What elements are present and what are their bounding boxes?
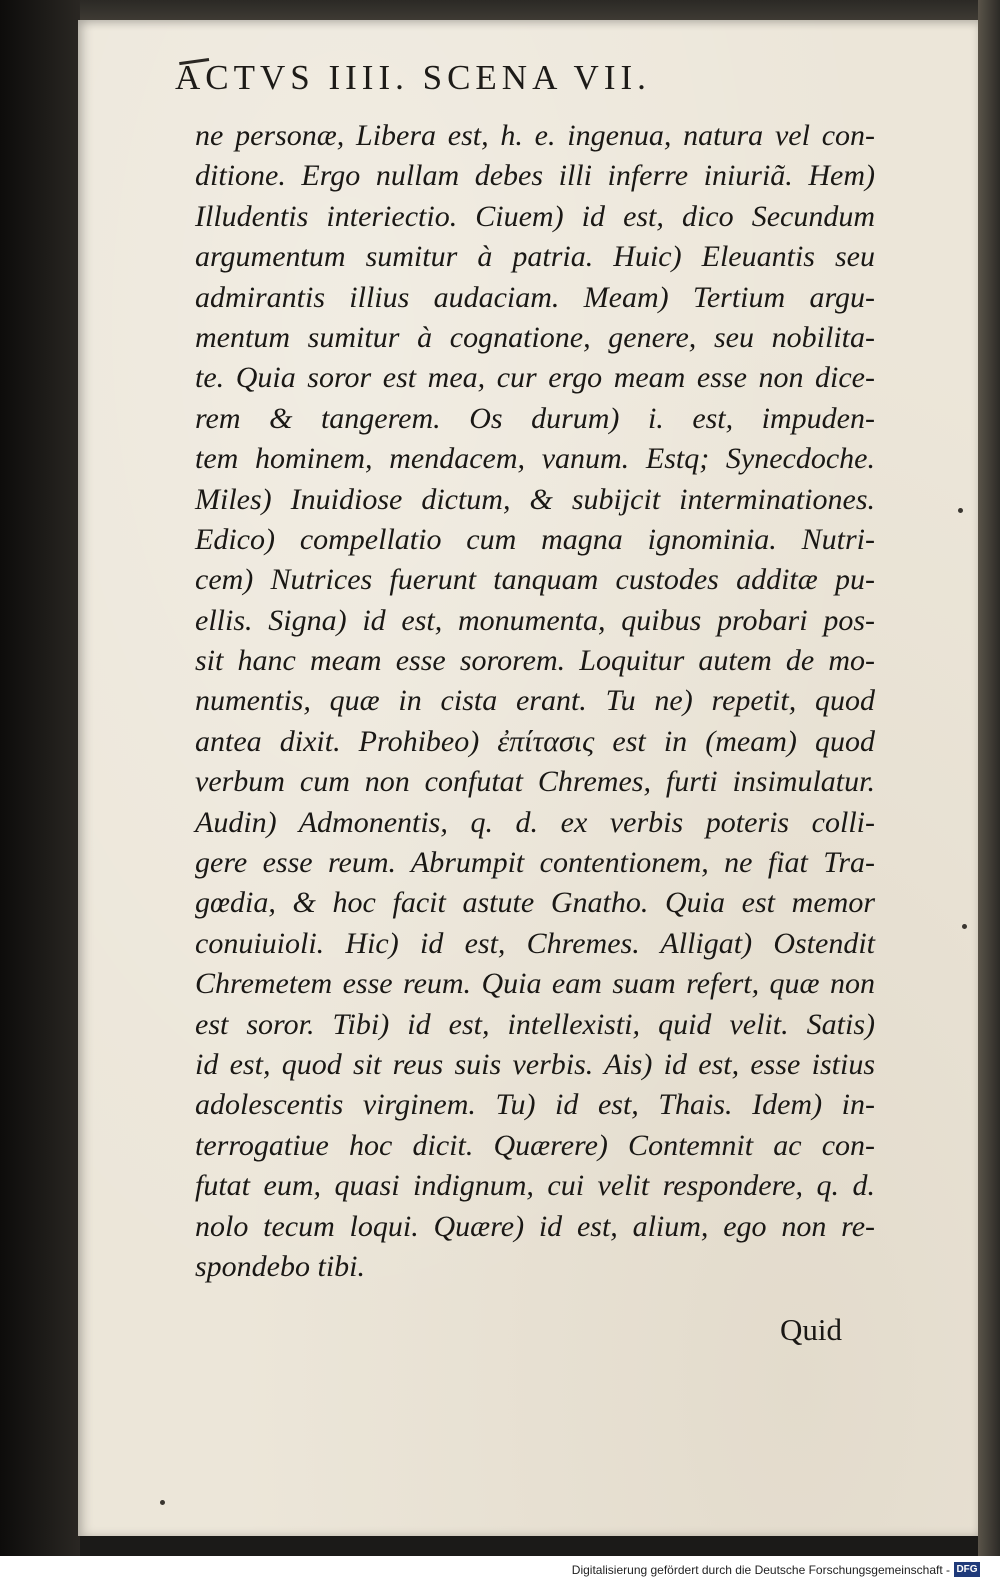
text-line: Miles) Inuidiose dictum, & subijcit interminationes.: [195, 482, 875, 516]
text-line: argumentum sumitur à patria. Huic) Eleuantis seu: [195, 240, 875, 274]
funding-credit: Digitalisierung gefördert durch die Deutsche Forschungsgemeinschaft -: [571, 1563, 950, 1577]
text-line: tem hominem, mendacem, vanum. Estq; Synecdoche.: [195, 442, 875, 476]
text-line: Audin) Admonentis, q. d. ex verbis poteris colli-: [195, 805, 875, 839]
text-line: Chremetem esse reum. Quia eam suam refert, quæ non: [195, 967, 875, 1001]
text-line: gœdia, & hoc facit astute Gnatho. Quia est memor: [195, 886, 875, 920]
text-line: gere esse reum. Abrumpit contentionem, ne fiat Tra-: [195, 846, 875, 880]
book-top-edge: [80, 0, 980, 22]
running-head: ACTVS IIII. SCENA VII.: [175, 58, 651, 97]
text-line: adolescentis virginem. Tu) id est, Thais. Idem) in-: [195, 1088, 875, 1122]
text-line: ditione. Ergo nullam debes illi inferre iniuriã. Hem): [195, 159, 875, 193]
text-line: numentis, quæ in cista erant. Tu ne) repetit, quod: [195, 684, 875, 718]
text-line: te. Quia soror est mea, cur ergo meam esse non dice-: [195, 361, 875, 395]
text-line: admirantis illius audaciam. Meam) Tertium argu-: [195, 280, 875, 314]
text-line: rem & tangerem. Os durum) i. est, impuden-: [195, 401, 875, 435]
margin-speck: [958, 508, 963, 513]
text-line: Edico) compellatio cum magna ignominia. Nutri-: [195, 522, 875, 556]
text-line: id est, quod sit reus suis verbis. Ais) id est, esse istius: [195, 1047, 875, 1081]
text-line: Illudentis interiectio. Ciuem) id est, dico Secundum: [195, 199, 875, 233]
catchword: Quid: [780, 1312, 842, 1347]
text-line: terrogatiue hoc dicit. Quærere) Contemnit ac con-: [195, 1128, 875, 1162]
text-line: mentum sumitur à cognatione, genere, seu nobilita-: [195, 320, 875, 354]
margin-speck: [160, 1500, 165, 1505]
dfg-logo: DFG: [954, 1562, 980, 1577]
text-line: cem) Nutrices fuerunt tanquam custodes additæ pu-: [195, 563, 875, 597]
text-line: est soror. Tibi) id est, intellexisti, quid velit. Satis): [195, 1007, 875, 1041]
text-line: verbum cum non confutat Chremes, furti insimulatur.: [195, 765, 875, 799]
margin-speck: [962, 924, 967, 929]
text-line: sit hanc meam esse sororem. Loquitur autem de mo-: [195, 644, 875, 678]
book-right-edge: [978, 0, 1000, 1556]
text-line: ne personæ, Libera est, h. e. ingenua, natura vel con-: [195, 119, 875, 152]
text-line: antea dixit. Prohibeo) ἐπίτασις est in (meam) quod: [195, 724, 875, 758]
text-line: ellis. Signa) id est, monumenta, quibus probari pos-: [195, 603, 875, 637]
text-line: futat eum, quasi indignum, cui velit respondere, q. d.: [195, 1169, 875, 1203]
commentary-text: [195, 116, 875, 1287]
text-line: spondebo tibi.: [195, 1249, 365, 1283]
book-gutter-shadow: [0, 0, 80, 1556]
text-line: conuiuioli. Hic) id est, Chremes. Alligat) Ostendit: [195, 926, 875, 960]
text-line: nolo tecum loqui. Quære) id est, alium, ego non re-: [195, 1209, 875, 1243]
